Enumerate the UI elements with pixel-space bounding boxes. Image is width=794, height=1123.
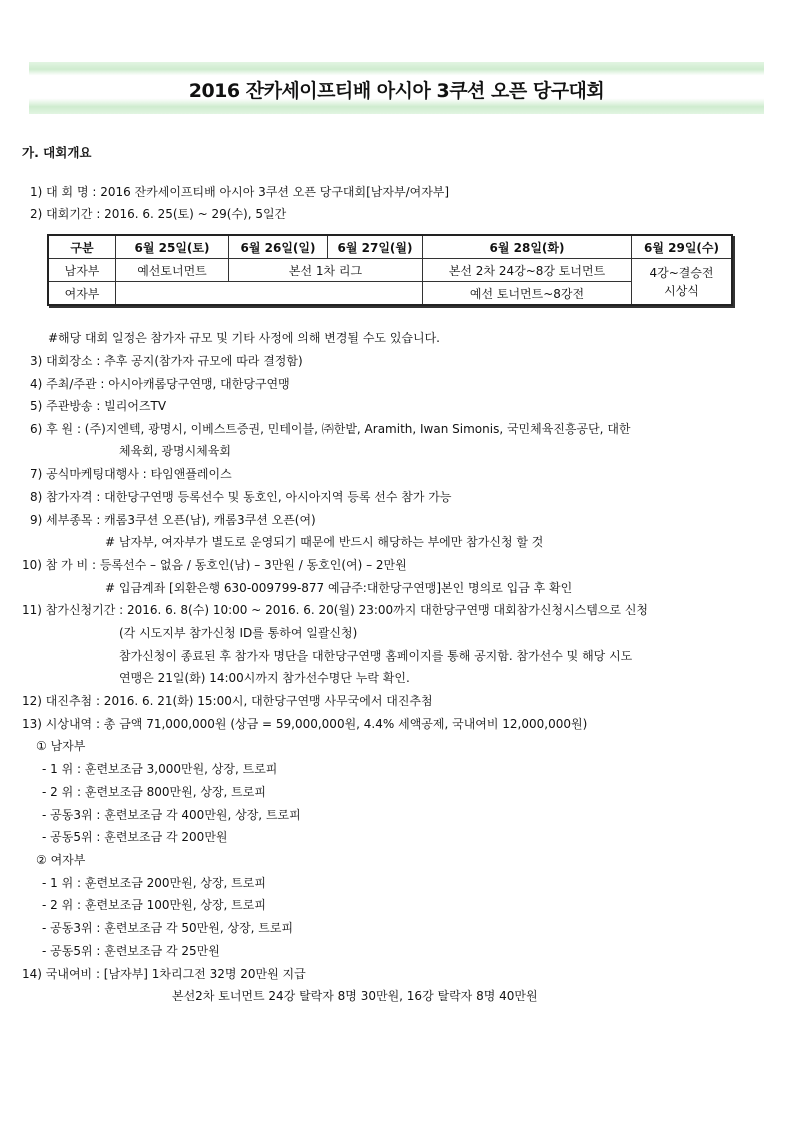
item-host: 4) 주최/주관 : 아시아캐롬당구연맹, 대한당구연맹 bbox=[30, 377, 290, 391]
item-event-name: 1) 대 회 명 : 2016 잔카세이프티배 아시아 3쿠션 오픈 당구대회[남자부/여자부] bbox=[30, 185, 450, 199]
item-travel-cont: 본선2차 토너먼트 24강 탈락자 8명 30만원, 16강 탈락자 8명 40만원 bbox=[172, 989, 538, 1003]
item-registration-c: 참가신청이 종료된 후 참가자 명단을 대한당구연맹 홈페이지를 통해 공지함. 참가선수 및 해당 시도 bbox=[119, 649, 633, 663]
prize-women-3rd: - 공동3위 : 훈련보조금 각 50만원, 상장, 트로피 bbox=[42, 921, 294, 935]
prize-men-heading: ① 남자부 bbox=[36, 739, 86, 753]
prize-women-2nd: - 2 위 : 훈련보조금 100만원, 상장, 트로피 bbox=[42, 898, 266, 912]
schedule-row-men bbox=[48, 259, 732, 282]
header-day-5: 6월 29일(수) bbox=[632, 235, 733, 259]
header-day-3: 6월 27일(월) bbox=[328, 235, 423, 259]
item-events: 9) 세부종목 : 캐롬3쿠션 오픈(남), 캐롬3쿠션 오픈(여) bbox=[30, 513, 316, 527]
women-day-1-3 bbox=[116, 282, 423, 306]
prize-men-3rd: - 공동3위 : 훈련보조금 각 400만원, 상장, 트로피 bbox=[42, 808, 301, 822]
prize-men-1st: - 1 위 : 훈련보조금 3,000만원, 상장, 트로피 bbox=[42, 762, 278, 776]
prize-women-5th: - 공동5위 : 훈련보조금 각 25만원 bbox=[42, 944, 220, 958]
men-day-2-3: 본선 1차 리그 bbox=[229, 259, 423, 282]
item-prizes: 13) 시상내역 : 총 금액 71,000,000원 (상금 = 59,000,000원, 4.4% 세액공제, 국내여비 12,000,000원) bbox=[22, 717, 588, 731]
prize-women-1st: - 1 위 : 훈련보조금 200만원, 상장, 트로피 bbox=[42, 876, 266, 890]
prize-women-heading: ② 여자부 bbox=[36, 853, 86, 867]
item-marketing: 7) 공식마케팅대행사 : 타임앤플레이스 bbox=[30, 467, 232, 481]
item-draw: 12) 대진추첨 : 2016. 6. 21(화) 15:00시, 대한당구연맹 사무국에서 대진추첨 bbox=[22, 694, 433, 708]
prize-men-5th: - 공동5위 : 훈련보조금 각 200만원 bbox=[42, 830, 228, 844]
title-banner bbox=[29, 62, 764, 114]
item-registration-d: 연맹은 21일(화) 14:00시까지 참가선수명단 누락 확인. bbox=[119, 671, 410, 685]
final-line-2: 시상식 bbox=[664, 283, 699, 298]
item-event-period: 2) 대회기간 : 2016. 6. 25(토) ~ 29(수), 5일간 bbox=[30, 207, 287, 221]
men-day-4: 본선 2차 24강~8강 토너먼트 bbox=[423, 259, 632, 282]
header-category: 구분 bbox=[48, 235, 116, 259]
women-day-4: 예선 토너먼트~8강전 bbox=[423, 282, 632, 306]
header-day-1: 6월 25일(토) bbox=[116, 235, 229, 259]
item-broadcast: 5) 주관방송 : 빌리어즈TV bbox=[30, 399, 167, 413]
header-day-2: 6월 26일(일) bbox=[229, 235, 328, 259]
item-events-note: # 남자부, 여자부가 별도로 운영되기 때문에 반드시 해당하는 부에만 참가신청 할 것 bbox=[105, 535, 544, 549]
item-fee: 10) 참 가 비 : 등록선수 – 없음 / 동호인(남) – 3만원 / 동호인(여) – 2만원 bbox=[22, 558, 407, 572]
item-venue: 3) 대회장소 : 추후 공지(참가자 규모에 따라 결정함) bbox=[30, 354, 303, 368]
item-fee-note: # 입금계좌 [외환은행 630-009799-877 예금주:대한당구연맹]본인 명의로 입금 후 확인 bbox=[105, 581, 573, 595]
schedule-note: #해당 대회 일정은 참가자 규모 및 기타 사정에 의해 변경될 수도 있습니다. bbox=[48, 331, 440, 345]
final-line-1: 4강~결승전 bbox=[649, 265, 714, 280]
row-label-men: 남자부 bbox=[48, 259, 116, 282]
row-label-women: 여자부 bbox=[48, 282, 116, 306]
header-day-4: 6월 28일(화) bbox=[423, 235, 632, 259]
item-eligibility: 8) 참가자격 : 대한당구연맹 등록선수 및 동호인, 아시아지역 등록 선수 참가 가능 bbox=[30, 490, 452, 504]
schedule-table bbox=[47, 234, 733, 306]
schedule-row-women bbox=[48, 282, 732, 306]
item-sponsors: 6) 후 원 : (주)지엔텍, 광명시, 이베스트증권, 민테이블, ㈜한밭, Aramith, Iwan Simonis, 국민체육진흥공단, 대한 bbox=[30, 422, 631, 436]
men-day-1: 예선토너먼트 bbox=[116, 259, 229, 282]
section-heading: 가. 대회개요 bbox=[22, 145, 92, 160]
item-registration: 11) 참가신청기간 : 2016. 6. 8(수) 10:00 ~ 2016. 6. 20(월) 23:00까지 대한당구연맹 대회참가신청시스템으로 신청 bbox=[22, 603, 649, 617]
item-registration-b: (각 시도지부 참가신청 ID를 통하여 일괄신청) bbox=[119, 626, 358, 640]
final-day-cell bbox=[632, 259, 733, 306]
item-travel: 14) 국내여비 : [남자부] 1차리그전 32명 20만원 지급 bbox=[22, 967, 306, 981]
item-sponsors-cont: 체육회, 광명시체육회 bbox=[119, 444, 231, 458]
document-title: 2016 잔카세이프티배 아시아 3쿠션 오픈 당구대회 bbox=[188, 80, 605, 102]
schedule-header-row bbox=[48, 235, 732, 259]
prize-men-2nd: - 2 위 : 훈련보조금 800만원, 상장, 트로피 bbox=[42, 785, 266, 799]
